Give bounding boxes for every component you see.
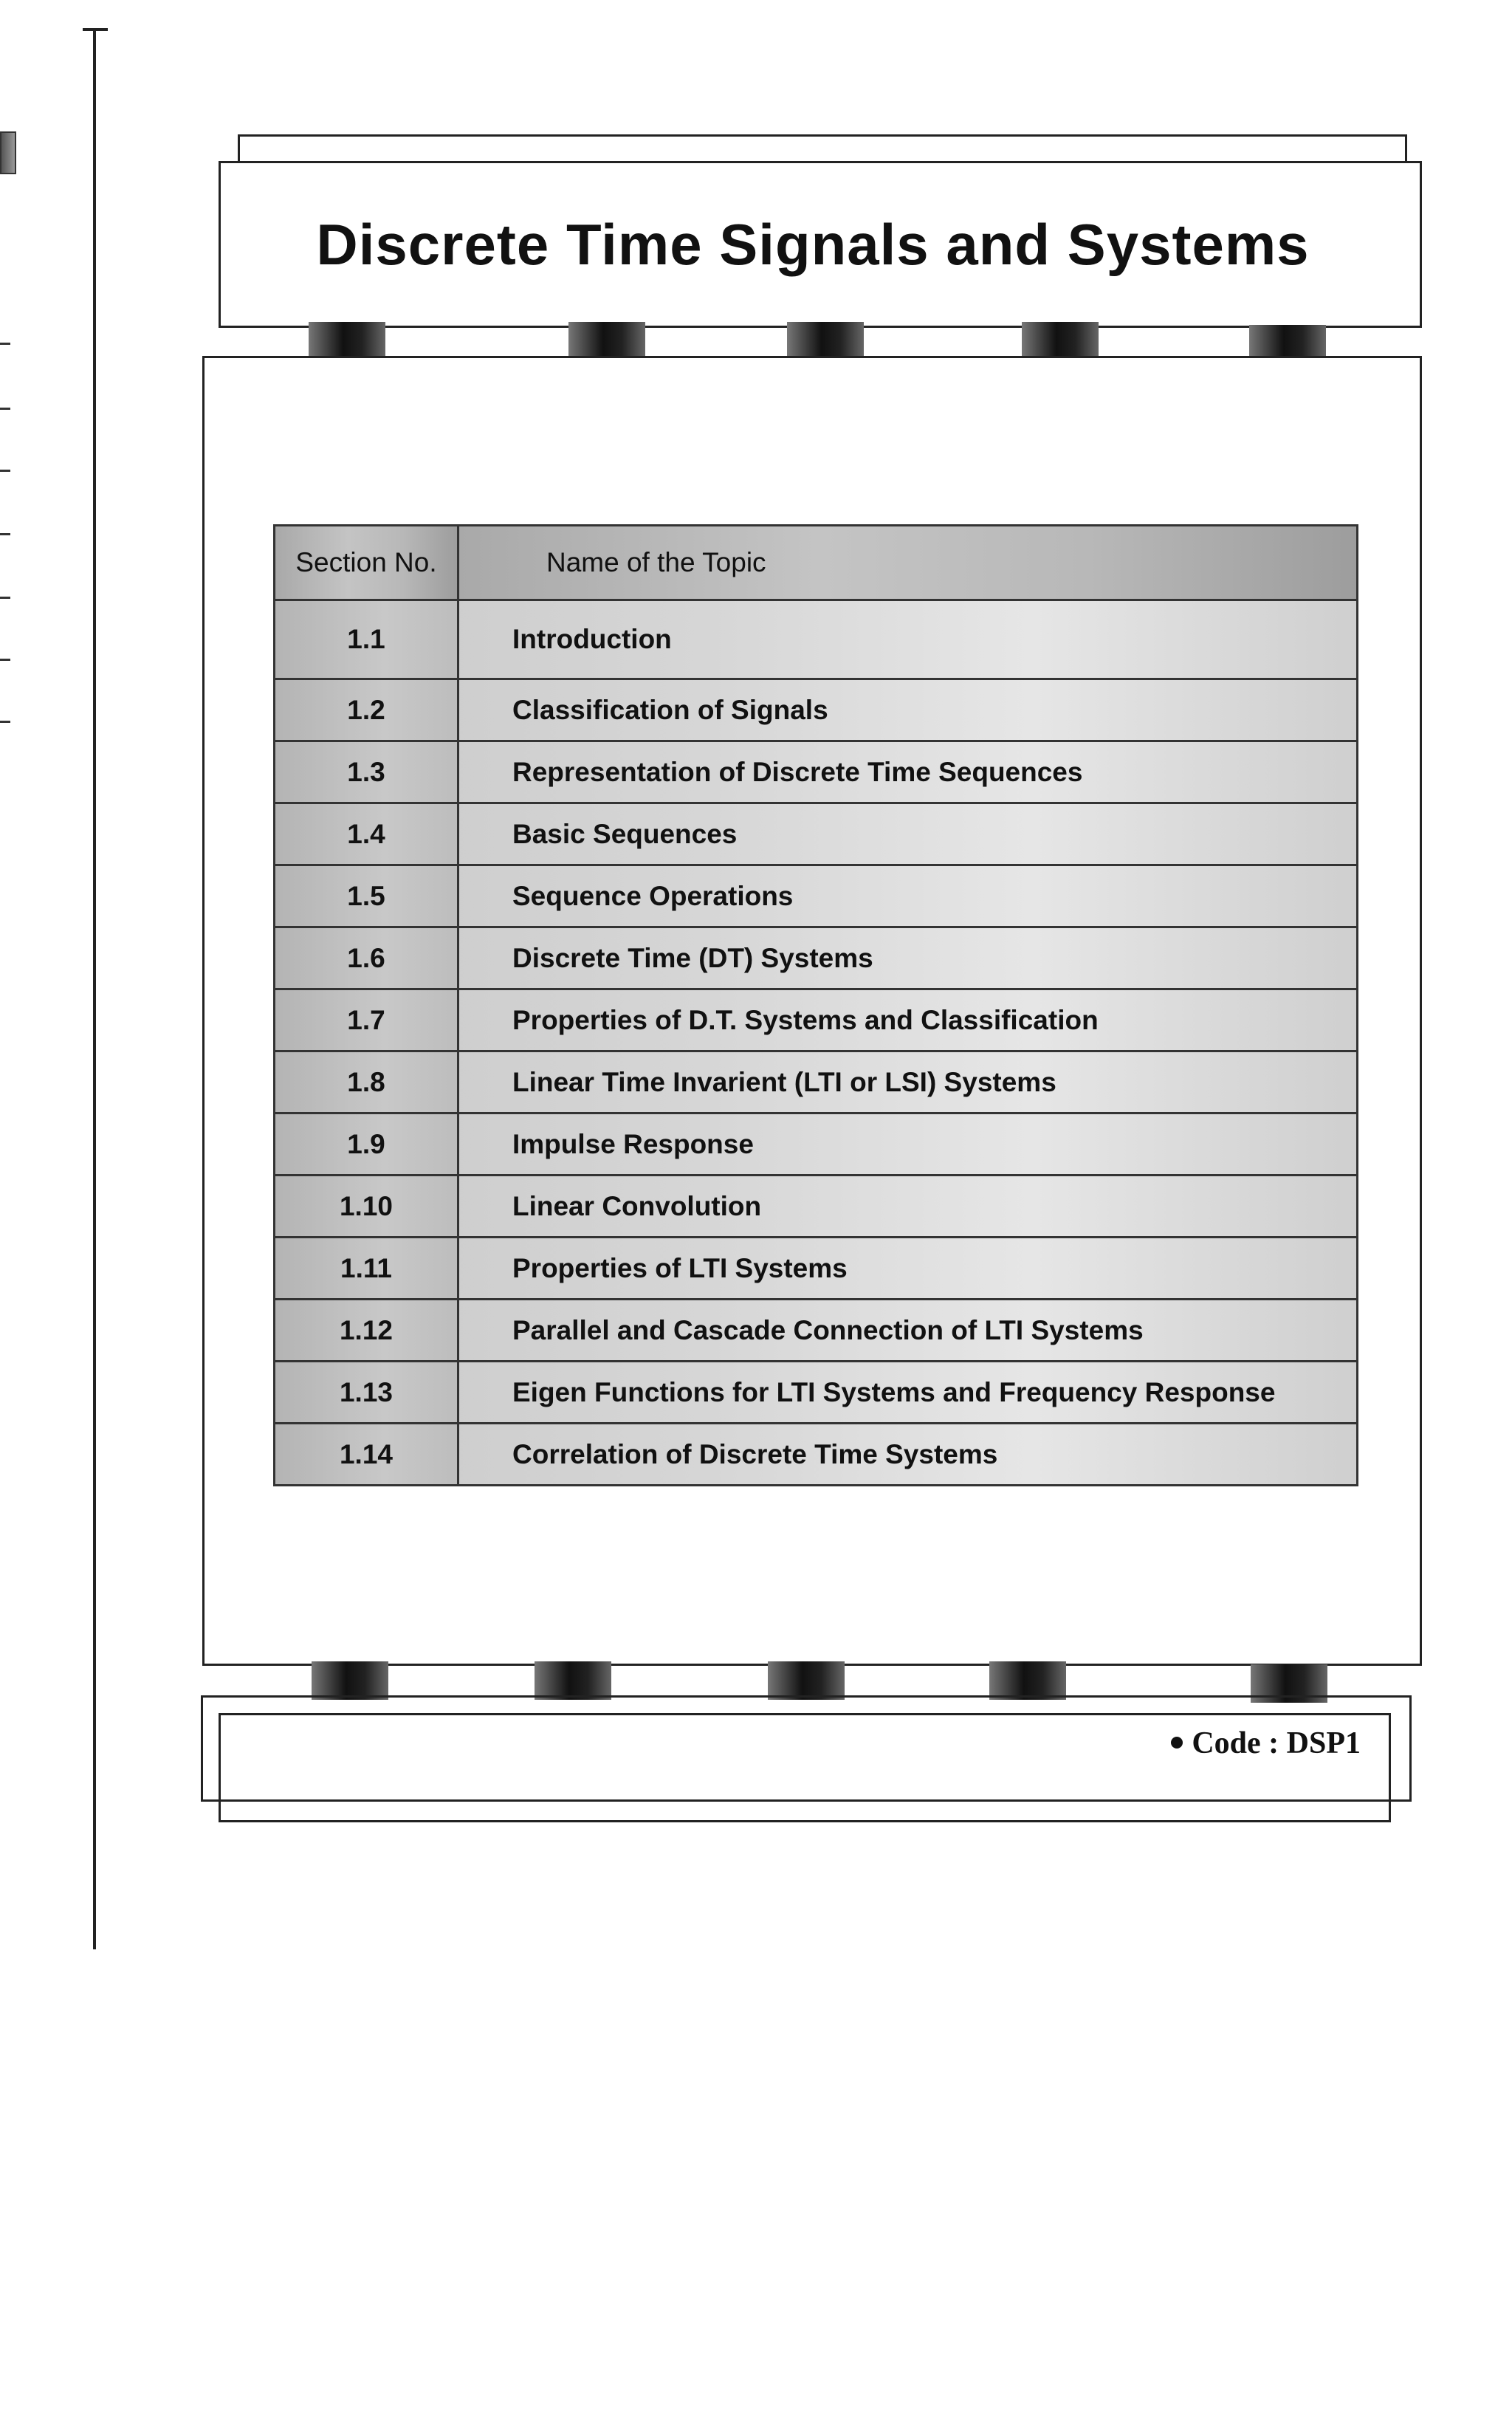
bullet-icon [1171, 1737, 1183, 1749]
section-number: 1.8 [275, 1051, 458, 1113]
topic-name: Sequence Operations [458, 865, 1358, 927]
code-box [201, 1695, 1412, 1802]
section-number: 1.6 [275, 927, 458, 989]
connector-block [787, 322, 864, 360]
table-row [275, 679, 1358, 741]
topic-name: Correlation of Discrete Time Systems [458, 1424, 1358, 1486]
connector-block [309, 322, 385, 360]
section-number: 1.5 [275, 865, 458, 927]
edge-tick [0, 408, 10, 410]
topic-name: Linear Time Invarient (LTI or LSI) Systems [458, 1051, 1358, 1113]
edge-tick [0, 470, 10, 472]
topic-name: Impulse Response [458, 1113, 1358, 1176]
section-number: 1.10 [275, 1176, 458, 1238]
connector-block [312, 1661, 388, 1700]
topic-name: Representation of Discrete Time Sequences [458, 741, 1358, 803]
table-row [275, 1176, 1358, 1238]
header-topic-name: Name of the Topic [458, 526, 1358, 600]
section-number: 1.7 [275, 989, 458, 1051]
title-box [219, 161, 1422, 328]
table-row [275, 865, 1358, 927]
table-header-row [275, 526, 1358, 600]
table-row [275, 1300, 1358, 1362]
topic-name: Eigen Functions for LTI Systems and Frequency Response [458, 1362, 1358, 1424]
edge-tab [0, 131, 16, 174]
topic-name: Discrete Time (DT) Systems [458, 927, 1358, 989]
section-number: 1.9 [275, 1113, 458, 1176]
chapter-code-label: Code : DSP1 [1192, 1726, 1361, 1760]
table-row [275, 600, 1358, 679]
topic-name: Properties of LTI Systems [458, 1238, 1358, 1300]
table-row [275, 741, 1358, 803]
edge-tick [0, 597, 10, 599]
contents-table [273, 524, 1358, 1486]
chapter-code [1171, 1726, 1361, 1761]
edge-tick [0, 659, 10, 661]
topic-name: Linear Convolution [458, 1176, 1358, 1238]
section-number: 1.12 [275, 1300, 458, 1362]
topic-name: Parallel and Cascade Connection of LTI Systems [458, 1300, 1358, 1362]
header-section-no: Section No. [275, 526, 458, 600]
connector-block [768, 1661, 845, 1700]
topic-name: Basic Sequences [458, 803, 1358, 865]
section-number: 1.14 [275, 1424, 458, 1486]
table-row [275, 1362, 1358, 1424]
binding-line [93, 30, 96, 1949]
table-row [275, 927, 1358, 989]
table-row [275, 989, 1358, 1051]
edge-tick [0, 533, 10, 535]
edge-tick [0, 721, 10, 723]
table-row [275, 1424, 1358, 1486]
table-row [275, 803, 1358, 865]
edge-tick [0, 343, 10, 345]
topic-name: Properties of D.T. Systems and Classification [458, 989, 1358, 1051]
table-row [275, 1051, 1358, 1113]
connector-block [535, 1661, 611, 1700]
topic-name: Introduction [458, 600, 1358, 679]
connector-block [568, 322, 645, 360]
section-number: 1.1 [275, 600, 458, 679]
section-number: 1.3 [275, 741, 458, 803]
section-number: 1.11 [275, 1238, 458, 1300]
section-number: 1.4 [275, 803, 458, 865]
section-number: 1.13 [275, 1362, 458, 1424]
topic-name: Classification of Signals [458, 679, 1358, 741]
section-number: 1.2 [275, 679, 458, 741]
table-row [275, 1238, 1358, 1300]
connector-block [989, 1661, 1066, 1700]
table-row [275, 1113, 1358, 1176]
page-title: Discrete Time Signals and Systems [316, 211, 1310, 277]
connector-block [1022, 322, 1099, 360]
